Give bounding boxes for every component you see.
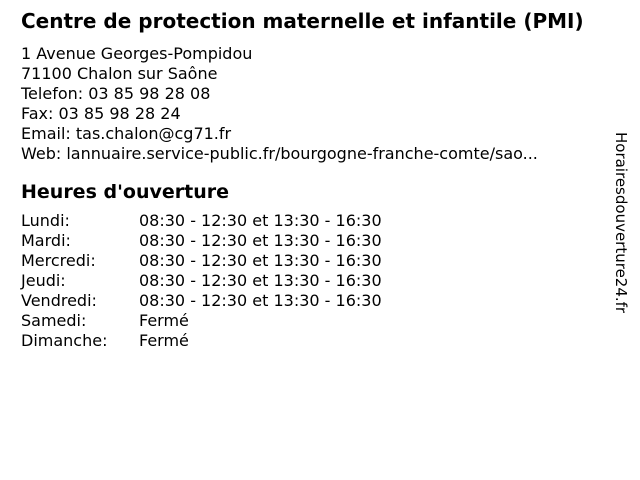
table-row <box>21 231 382 251</box>
watermark-vertical-text: Horairesdouverture24.fr <box>612 132 630 314</box>
opening-hours-heading: Heures d'ouverture <box>21 181 229 203</box>
day-hours: 08:30 - 12:30 et 13:30 - 16:30 <box>139 251 382 270</box>
day-hours: 08:30 - 12:30 et 13:30 - 16:30 <box>139 231 382 250</box>
table-row <box>21 331 382 351</box>
table-row <box>21 311 382 331</box>
opening-hours-table <box>21 211 382 351</box>
address-street-line: 1 Avenue Georges-Pompidou <box>21 44 253 63</box>
address-city-line: 71100 Chalon sur Saône <box>21 64 218 83</box>
table-row <box>21 291 382 311</box>
table-row <box>21 251 382 271</box>
phone-line: Telefon: 03 85 98 28 08 <box>21 84 211 103</box>
day-hours: 08:30 - 12:30 et 13:30 - 16:30 <box>139 211 382 230</box>
contact-block <box>21 44 538 164</box>
email-line: Email: tas.chalon@cg71.fr <box>21 124 232 143</box>
table-row <box>21 211 382 231</box>
day-label: Vendredi: <box>21 291 97 310</box>
page-title: Centre de protection maternelle et infantile (PMI) <box>21 9 584 33</box>
day-hours: Fermé <box>139 331 189 350</box>
website-line: Web: lannuaire.service-public.fr/bourgogne-franche-comte/sao... <box>21 144 538 163</box>
day-label: Mercredi: <box>21 251 96 270</box>
day-hours: 08:30 - 12:30 et 13:30 - 16:30 <box>139 291 382 310</box>
day-label: Dimanche: <box>21 331 108 350</box>
day-label: Samedi: <box>21 311 87 330</box>
fax-line: Fax: 03 85 98 28 24 <box>21 104 181 123</box>
table-row <box>21 271 382 291</box>
day-label: Mardi: <box>21 231 71 250</box>
day-hours: 08:30 - 12:30 et 13:30 - 16:30 <box>139 271 382 290</box>
day-hours: Fermé <box>139 311 189 330</box>
day-label: Lundi: <box>21 211 70 230</box>
day-label: Jeudi: <box>21 271 66 290</box>
